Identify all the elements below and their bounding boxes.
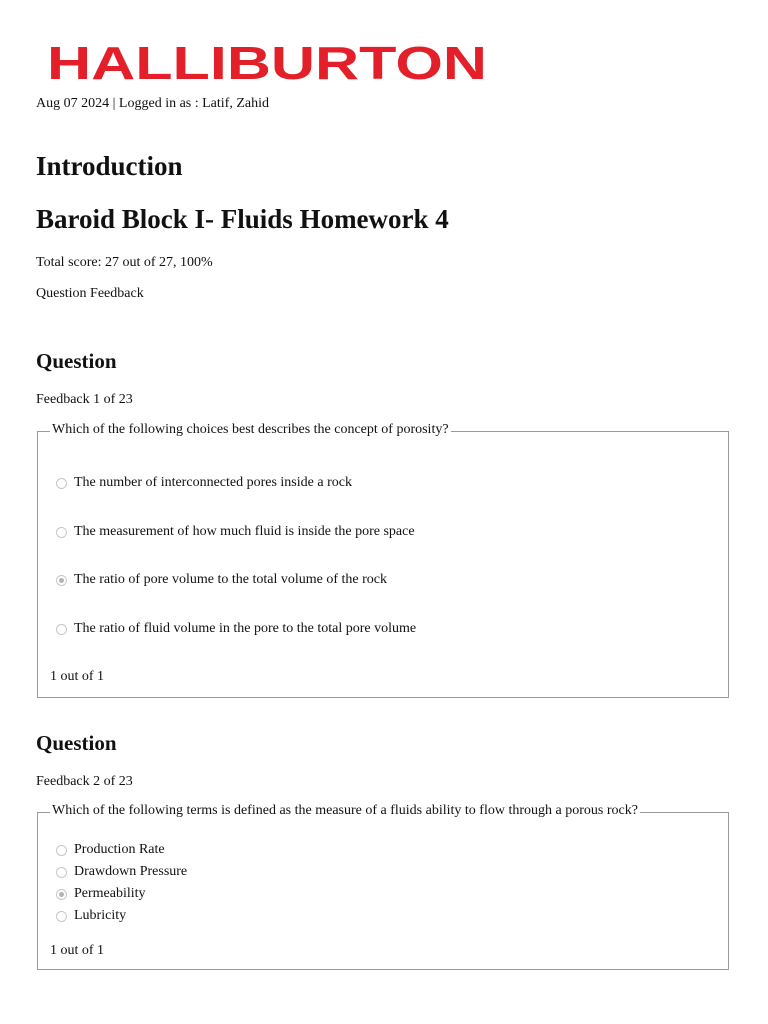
option-label: Permeability: [74, 886, 146, 901]
question-2-score: 1 out of 1: [50, 943, 105, 958]
option-label: The number of interconnected pores inside a rock: [74, 475, 352, 490]
question-feedback-label: Question Feedback: [36, 286, 144, 301]
question-1-heading: Question: [36, 349, 117, 373]
question-2-option-2[interactable]: [56, 863, 187, 881]
option-label: The measurement of how much fluid is inside the pore space: [74, 524, 415, 539]
question-1-option-3[interactable]: [56, 571, 387, 589]
question-1-fieldset: [37, 422, 729, 698]
question-2-option-4[interactable]: [56, 907, 126, 925]
halliburton-logo: [46, 38, 488, 86]
question-2-option-3[interactable]: [56, 885, 146, 903]
radio-checked-icon[interactable]: [56, 889, 67, 900]
total-score: Total score: 27 out of 27, 100%: [36, 255, 213, 270]
question-1-feedback-count: Feedback 1 of 23: [36, 392, 133, 407]
section-title: Introduction: [36, 151, 183, 181]
question-1-prompt: Which of the following choices best describes the concept of porosity?: [52, 422, 449, 437]
question-1-option-1[interactable]: [56, 474, 352, 492]
report-date: Aug 07 2024 |: [36, 96, 116, 111]
logo-text: HALLIBURTON: [47, 38, 487, 86]
question-1-option-2[interactable]: [56, 523, 415, 541]
option-label: Lubricity: [74, 908, 127, 923]
question-2-option-1[interactable]: [56, 841, 165, 859]
question-1-score: 1 out of 1: [50, 669, 105, 684]
radio-unchecked-icon[interactable]: [56, 911, 67, 922]
radio-unchecked-icon[interactable]: [56, 478, 67, 489]
radio-checked-icon[interactable]: [56, 575, 67, 586]
logged-in-user: Logged in as : Latif, Zahid: [118, 96, 269, 111]
question-2-heading: Question: [36, 731, 117, 755]
option-label: The ratio of fluid volume in the pore to the total pore volume: [74, 621, 417, 636]
question-2-fieldset: [37, 803, 729, 970]
quiz-title: Baroid Block I- Fluids Homework 4: [36, 204, 449, 234]
radio-unchecked-icon[interactable]: [56, 624, 67, 635]
option-label: Production Rate: [74, 842, 165, 857]
question-2-prompt: Which of the following terms is defined as the measure of a fluids ability to flow through a porous rock?: [52, 803, 638, 818]
question-1-option-4[interactable]: [56, 620, 416, 638]
radio-unchecked-icon[interactable]: [56, 527, 67, 538]
option-label: The ratio of pore volume to the total volume of the rock: [74, 572, 387, 587]
radio-unchecked-icon[interactable]: [56, 867, 67, 878]
session-info: [36, 95, 269, 113]
question-2-feedback-count: Feedback 2 of 23: [36, 774, 133, 789]
radio-unchecked-icon[interactable]: [56, 845, 67, 856]
option-label: Drawdown Pressure: [74, 864, 188, 879]
